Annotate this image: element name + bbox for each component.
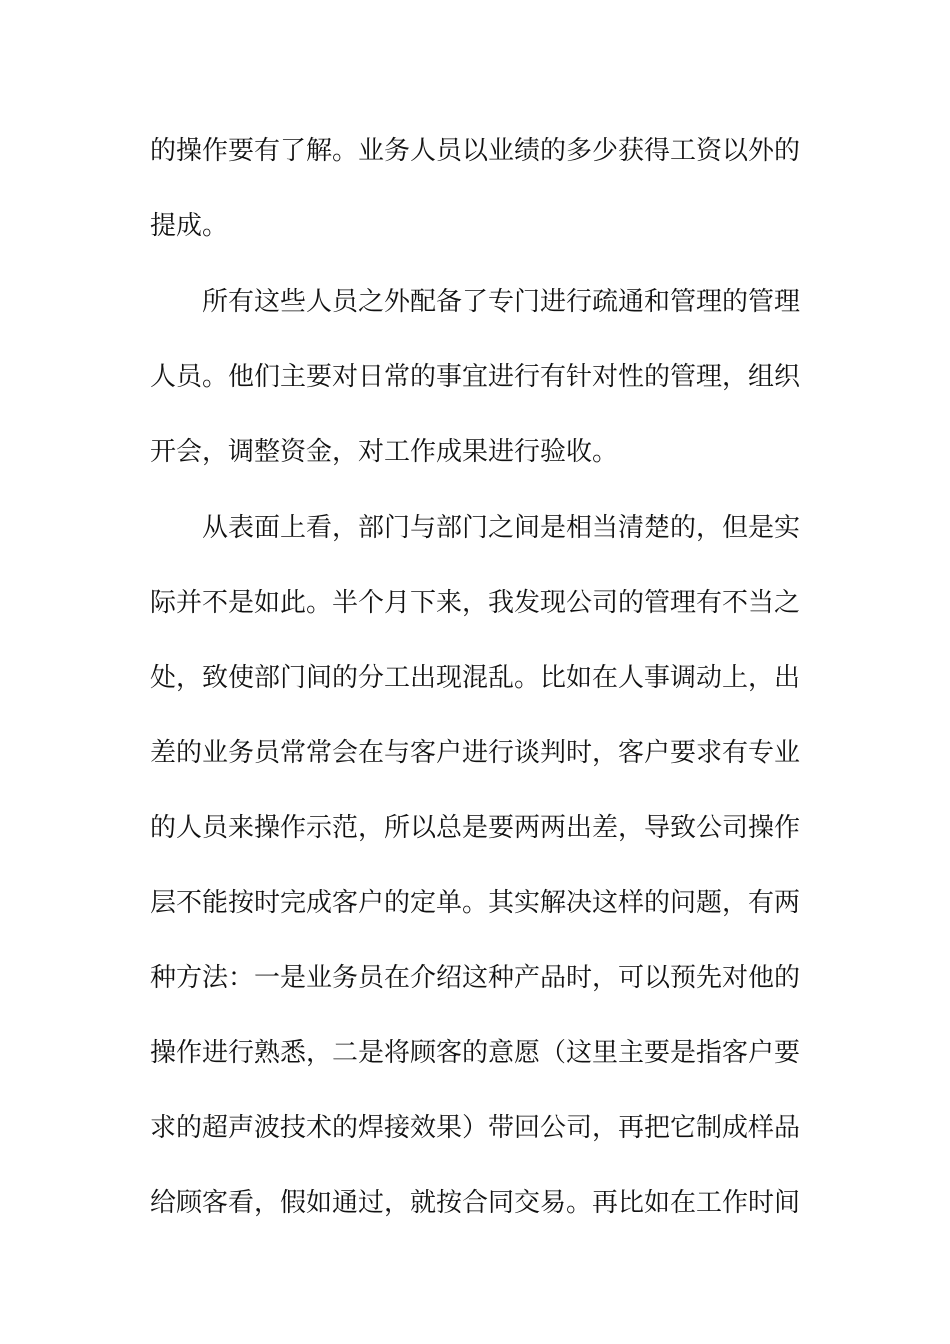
text-line: 人员。他们主要对日常的事宜进行有针对性的管理，组织 <box>150 362 801 392</box>
text-line: 际并不是如此。半个月下来，我发现公司的管理有不当之 <box>150 588 801 618</box>
text-line: 操作进行熟悉，二是将顾客的意愿（这里主要是指客户要 <box>150 1038 801 1068</box>
text-line: 从表面上看，部门与部门之间是相当清楚的，但是实 <box>202 513 801 543</box>
text-line: 的操作要有了解。业务人员以业绩的多少获得工资以外的 <box>150 136 801 166</box>
text-line: 求的超声波技术的焊接效果）带回公司，再把它制成样品 <box>150 1113 801 1143</box>
text-line: 给顾客看，假如通过，就按合同交易。再比如在工作时间 <box>150 1188 801 1218</box>
text-line: 处，致使部门间的分工出现混乱。比如在人事调动上，出 <box>150 663 801 693</box>
text-line: 提成。 <box>150 211 229 241</box>
text-line: 层不能按时完成客户的定单。其实解决这样的问题，有两 <box>150 888 801 918</box>
text-line: 的人员来操作示范，所以总是要两两出差，导致公司操作 <box>150 813 801 843</box>
text-line: 种方法：一是业务员在介绍这种产品时，可以预先对他的 <box>150 963 801 993</box>
text-line: 差的业务员常常会在与客户进行谈判时，客户要求有专业 <box>150 738 801 768</box>
text-line: 所有这些人员之外配备了专门进行疏通和管理的管理 <box>202 287 801 317</box>
text-line: 开会，调整资金，对工作成果进行验收。 <box>150 437 619 467</box>
